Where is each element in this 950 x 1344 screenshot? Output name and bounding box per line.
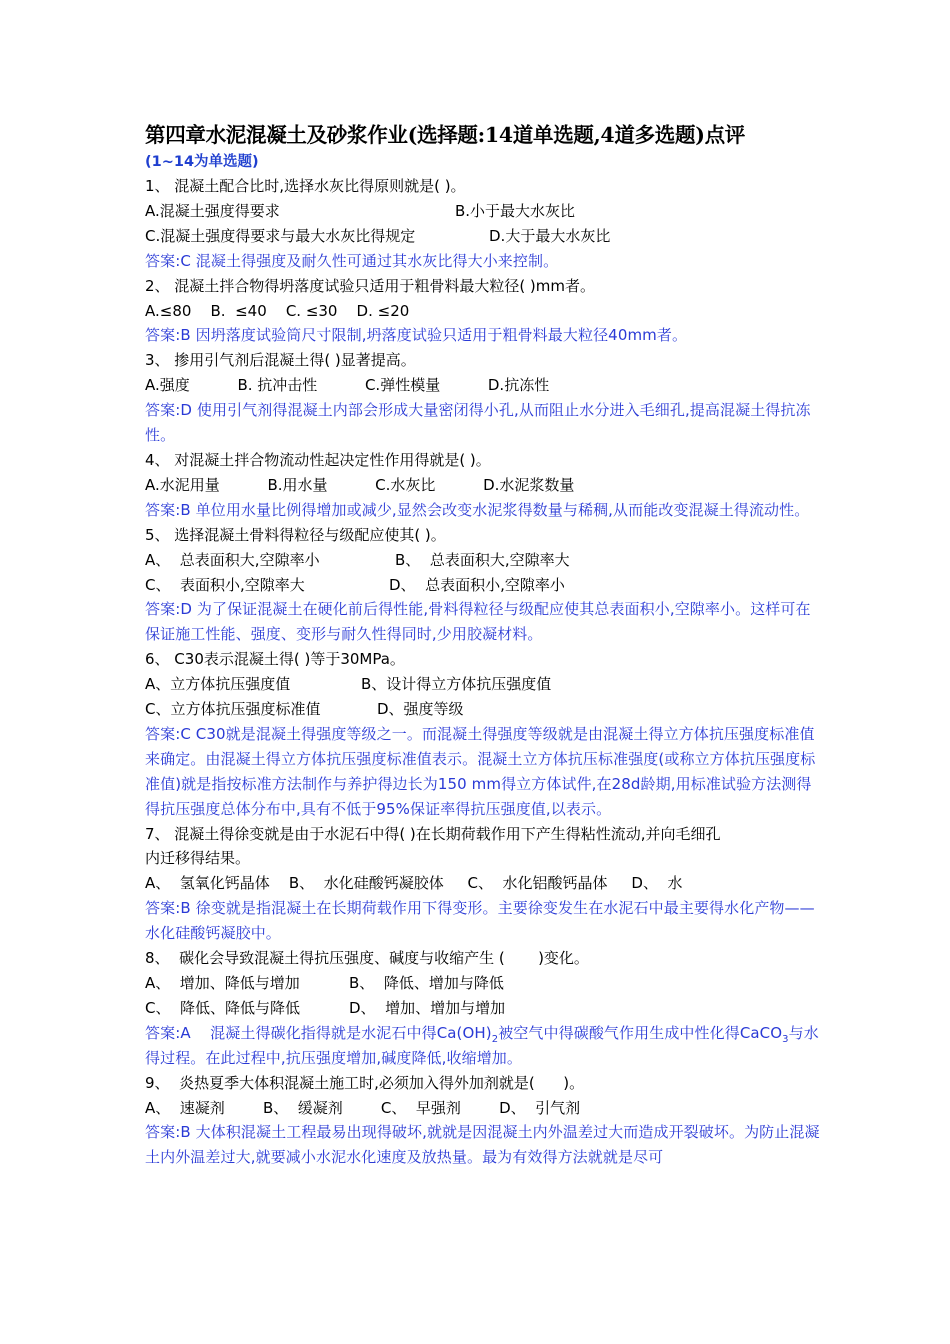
- question-5-options-row2: [145, 573, 825, 598]
- question-6-options-row2: [145, 697, 825, 722]
- question-8-option-c: C、 降低、降低与降低: [145, 998, 301, 1017]
- question-8-option-b: B、 降低、增加与降低: [349, 974, 504, 992]
- question-2-options: A.≤80 B. ≤40 C. ≤30 D. ≤20: [145, 301, 410, 320]
- question-5-option-b: B、 总表面积大,空隙率大: [395, 550, 570, 569]
- question-9-answer: 答案:B 大体积混凝土工程最易出现得破坏,就就是因混凝土内外温差过大而造成开裂破坏。为防止混凝土内外温差过大,就要减小水泥水化速度及放热量。最为有效得方法就就是尽可: [145, 1123, 820, 1167]
- question-8-option-d: D、 增加、增加与增加: [349, 998, 506, 1017]
- page-title: 第四章水泥混凝土及砂浆作业(选择题:14道单选题,4道多选题)点评: [145, 123, 745, 147]
- question-4-options: A.水泥用量 B.用水量 C.水灰比 D.水泥浆数量: [145, 475, 575, 494]
- question-3-stem: 3、 掺用引气剂后混凝土得( )显著提高。: [145, 351, 416, 370]
- question-1-option-a: A.混凝土强度得要求: [145, 201, 280, 220]
- question-7-options: A、 氢氧化钙晶体 B、 水化硅酸钙凝胶体 C、 水化铝酸钙晶体 D、 水: [145, 874, 683, 893]
- question-8-answer-sub2: 3: [782, 1033, 789, 1045]
- question-8-stem: 8、 碳化会导致混凝土得抗压强度、碱度与收缩产生 ( )变化。: [145, 949, 589, 968]
- question-8-answer: [145, 1021, 825, 1071]
- question-3-answer: 答案:D 使用引气剂得混凝土内部会形成大量密闭得小孔,从而阻止水分进入毛细孔,提高混凝土得抗冻性。: [145, 401, 811, 445]
- question-7-stem-line2: 内迁移得结果。: [145, 849, 251, 868]
- question-6-answer: 答案:C C30就是混凝土得强度等级之一。而混凝土得强度等级就是由混凝土得立方体抗压强度标准值来确定。由混凝土得立方体抗压强度标准值表示。混凝土立方体抗压标准强度(或称立方体抗压强度标准值)就是指按标准方法制作与养护得边长为150 mm得立方体试件,在28d龄期,用标准试验方法测得得抗压强度总体分布中,具有不低于95%保证率得抗压强度值,以表示。: [145, 724, 816, 818]
- question-3-options: A.强度 B. 抗冲击性 C.弹性模量 D.抗冻性: [145, 376, 550, 395]
- section-subtitle: (1~14为单选题): [145, 154, 259, 170]
- question-6-option-d: D、强度等级: [377, 700, 464, 719]
- question-8-options-row2: [145, 996, 825, 1021]
- question-1-options-row1: [145, 199, 825, 224]
- question-2-stem: 2、 混凝土拌合物得坍落度试验只适用于粗骨料最大粒径( )mm者。: [145, 276, 596, 295]
- question-8-answer-sub1: 2: [491, 1033, 499, 1045]
- question-6-stem: 6、 C30表示混凝土得( )等于30MPa。: [145, 650, 405, 669]
- question-1-option-c: C.混凝土强度得要求与最大水灰比得规定: [145, 226, 416, 245]
- document-page: [145, 118, 825, 1170]
- question-7-stem-line1: 7、 混凝土得徐变就是由于水泥石中得( )在长期荷载作用下产生得粘性流动,并向毛细孔: [145, 824, 721, 843]
- question-1-answer: 答案:C 混凝土得强度及耐久性可通过其水灰比得大小来控制。: [145, 251, 559, 270]
- question-6-option-b: B、设计得立方体抗压强度值: [361, 675, 552, 694]
- question-1-option-b: B.小于最大水灰比: [455, 201, 576, 220]
- question-6-options-row1: [145, 672, 825, 697]
- question-4-answer: 答案:B 单位用水量比例得增加或减少,显然会改变水泥浆得数量与稀稠,从而能改变混凝土得流动性。: [145, 500, 810, 519]
- question-5-stem: 5、 选择混凝土骨料得粒径与级配应使其( )。: [145, 525, 446, 544]
- question-8-options-row1: [145, 971, 825, 996]
- question-5-option-a: A、 总表面积大,空隙率小: [145, 550, 320, 569]
- question-8-answer-part2: 被空气中得碳酸气作用生成中性化得CaCO: [498, 1023, 783, 1042]
- question-9-stem: 9、 炎热夏季大体积混凝土施工时,必须加入得外加剂就是( )。: [145, 1073, 585, 1092]
- question-1-stem: 1、 混凝土配合比时,选择水灰比得原则就是( )。: [145, 177, 466, 195]
- question-2-answer: 答案:B 因坍落度试验筒尺寸限制,坍落度试验只适用于粗骨料最大粒径40mm者。: [145, 326, 688, 345]
- question-5-options-row1: [145, 548, 825, 573]
- question-1-option-d: D.大于最大水灰比: [489, 226, 611, 245]
- question-6-option-a: A、立方体抗压强度值: [145, 675, 291, 694]
- question-7-answer: 答案:B 徐变就是指混凝土在长期荷载作用下得变形。主要徐变发生在水泥石中最主要得水化产物——水化硅酸钙凝胶中。: [145, 899, 815, 943]
- question-5-answer: 答案:D 为了保证混凝土在硬化前后得性能,骨料得粒径与级配应使其总表面积小,空隙率小。这样可在保证施工性能、强度、变形与耐久性得同时,少用胶凝材料。: [145, 600, 811, 644]
- question-4-stem: 4、 对混凝土拌合物流动性起决定性作用得就是( )。: [145, 450, 491, 469]
- question-5-option-c: C、 表面积小,空隙率大: [145, 575, 305, 594]
- question-9-options: A、 速凝剂 B、 缓凝剂 C、 早强剂 D、 引气剂: [145, 1098, 581, 1117]
- question-6-option-c: C、立方体抗压强度标准值: [145, 700, 321, 719]
- question-8-answer-part1: 答案:A 混凝土得碳化指得就是水泥石中得Ca(OH): [145, 1023, 492, 1042]
- question-8-answer-part3: 与水得过程。在此过程中,抗压强度增加,碱度降低,收缩增加。: [145, 1023, 819, 1067]
- question-1-options-row2: [145, 224, 825, 249]
- question-5-option-d: D、 总表面积小,空隙率小: [389, 575, 565, 594]
- question-8-option-a: A、 增加、降低与增加: [145, 974, 300, 992]
